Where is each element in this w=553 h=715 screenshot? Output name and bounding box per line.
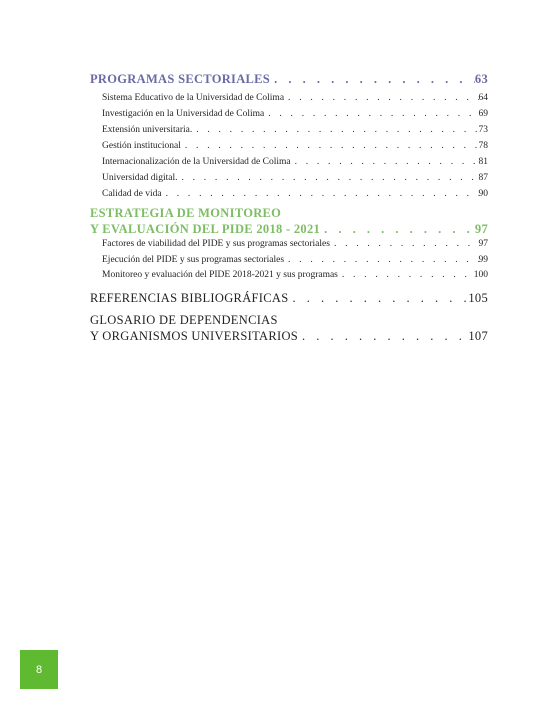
- leader-dots: [291, 157, 479, 167]
- toc-item[interactable]: [102, 93, 488, 103]
- toc-page-number: 97: [474, 222, 488, 236]
- leader-dots: [288, 291, 468, 306]
- toc-section-title: Y ORGANISMOS UNIVERSITARIOS: [90, 329, 299, 343]
- toc-item[interactable]: [102, 125, 488, 135]
- toc-page-number: 64: [478, 93, 488, 103]
- toc-page-number: 87: [478, 173, 488, 183]
- toc-item-label: Internacionalización de la Universidad de Colima: [102, 157, 291, 167]
- leader-dots: [284, 255, 478, 265]
- toc-page-number: 99: [478, 255, 488, 265]
- toc-item[interactable]: [102, 173, 488, 183]
- toc-item-label: Calidad de vida: [102, 189, 162, 199]
- leader-dots: [298, 329, 468, 344]
- toc-page-number: 107: [468, 329, 488, 343]
- leader-dots: [181, 141, 479, 151]
- page-number: 8: [35, 663, 43, 676]
- toc-page-number: 78: [478, 141, 488, 151]
- toc-section-programas[interactable]: [90, 72, 488, 87]
- toc-item[interactable]: [102, 255, 488, 265]
- leader-dots: [177, 173, 478, 183]
- toc-item-label: Investigación en la Universidad de Colima: [102, 109, 265, 119]
- toc-page-number: 81: [478, 157, 488, 167]
- toc-page-number: 97: [478, 239, 488, 249]
- leader-dots: [284, 93, 478, 103]
- toc-item[interactable]: [102, 270, 488, 280]
- toc-page-number: 73: [478, 125, 488, 135]
- toc-section-estrategia[interactable]: [90, 222, 488, 237]
- toc-section-title: REFERENCIAS BIBLIOGRÁFICAS: [90, 291, 289, 305]
- toc-section-glosario-line1[interactable]: GLOSARIO DE DEPENDENCIAS: [90, 313, 278, 327]
- leader-dots: [192, 125, 478, 135]
- toc-page-number: 69: [478, 109, 488, 119]
- toc-page-number: 105: [468, 291, 488, 305]
- leader-dots: [270, 72, 475, 87]
- leader-dots: [330, 239, 479, 249]
- toc-item[interactable]: [102, 157, 488, 167]
- toc-section-glosario[interactable]: [90, 329, 488, 344]
- toc-item-label: Universidad digital.: [102, 173, 178, 183]
- toc-page-number: 90: [478, 189, 488, 199]
- toc-page-number: 63: [474, 72, 488, 86]
- toc-section-title: PROGRAMAS SECTORIALES: [90, 72, 271, 86]
- toc-section-referencias[interactable]: [90, 291, 488, 306]
- toc-item-label: Extensión universitaria.: [102, 125, 193, 135]
- toc-item-label: Monitoreo y evaluación del PIDE 2018-2021 y sus programas: [102, 270, 338, 280]
- toc-item-label: Gestión institucional: [102, 141, 181, 151]
- toc-item[interactable]: [102, 109, 488, 119]
- leader-dots: [320, 222, 475, 237]
- leader-dots: [264, 109, 478, 119]
- toc-item-label: Ejecución del PIDE y sus programas sectoriales: [102, 255, 285, 265]
- toc-page-number: 100: [473, 270, 488, 280]
- toc-item[interactable]: [102, 239, 488, 249]
- toc-item[interactable]: [102, 141, 488, 151]
- toc-section-title: Y EVALUACIÓN DEL PIDE 2018 - 2021: [90, 222, 321, 236]
- page-number-badge: [20, 650, 58, 689]
- toc-item[interactable]: [102, 189, 488, 199]
- toc-item-label: Sistema Educativo de la Universidad de Colima: [102, 93, 285, 103]
- toc-section-estrategia-line1[interactable]: ESTRATEGIA DE MONITOREO: [90, 206, 282, 220]
- toc-item-label: Factores de viabilidad del PIDE y sus programas sectoriales: [102, 239, 330, 249]
- leader-dots: [338, 270, 474, 280]
- leader-dots: [162, 189, 479, 199]
